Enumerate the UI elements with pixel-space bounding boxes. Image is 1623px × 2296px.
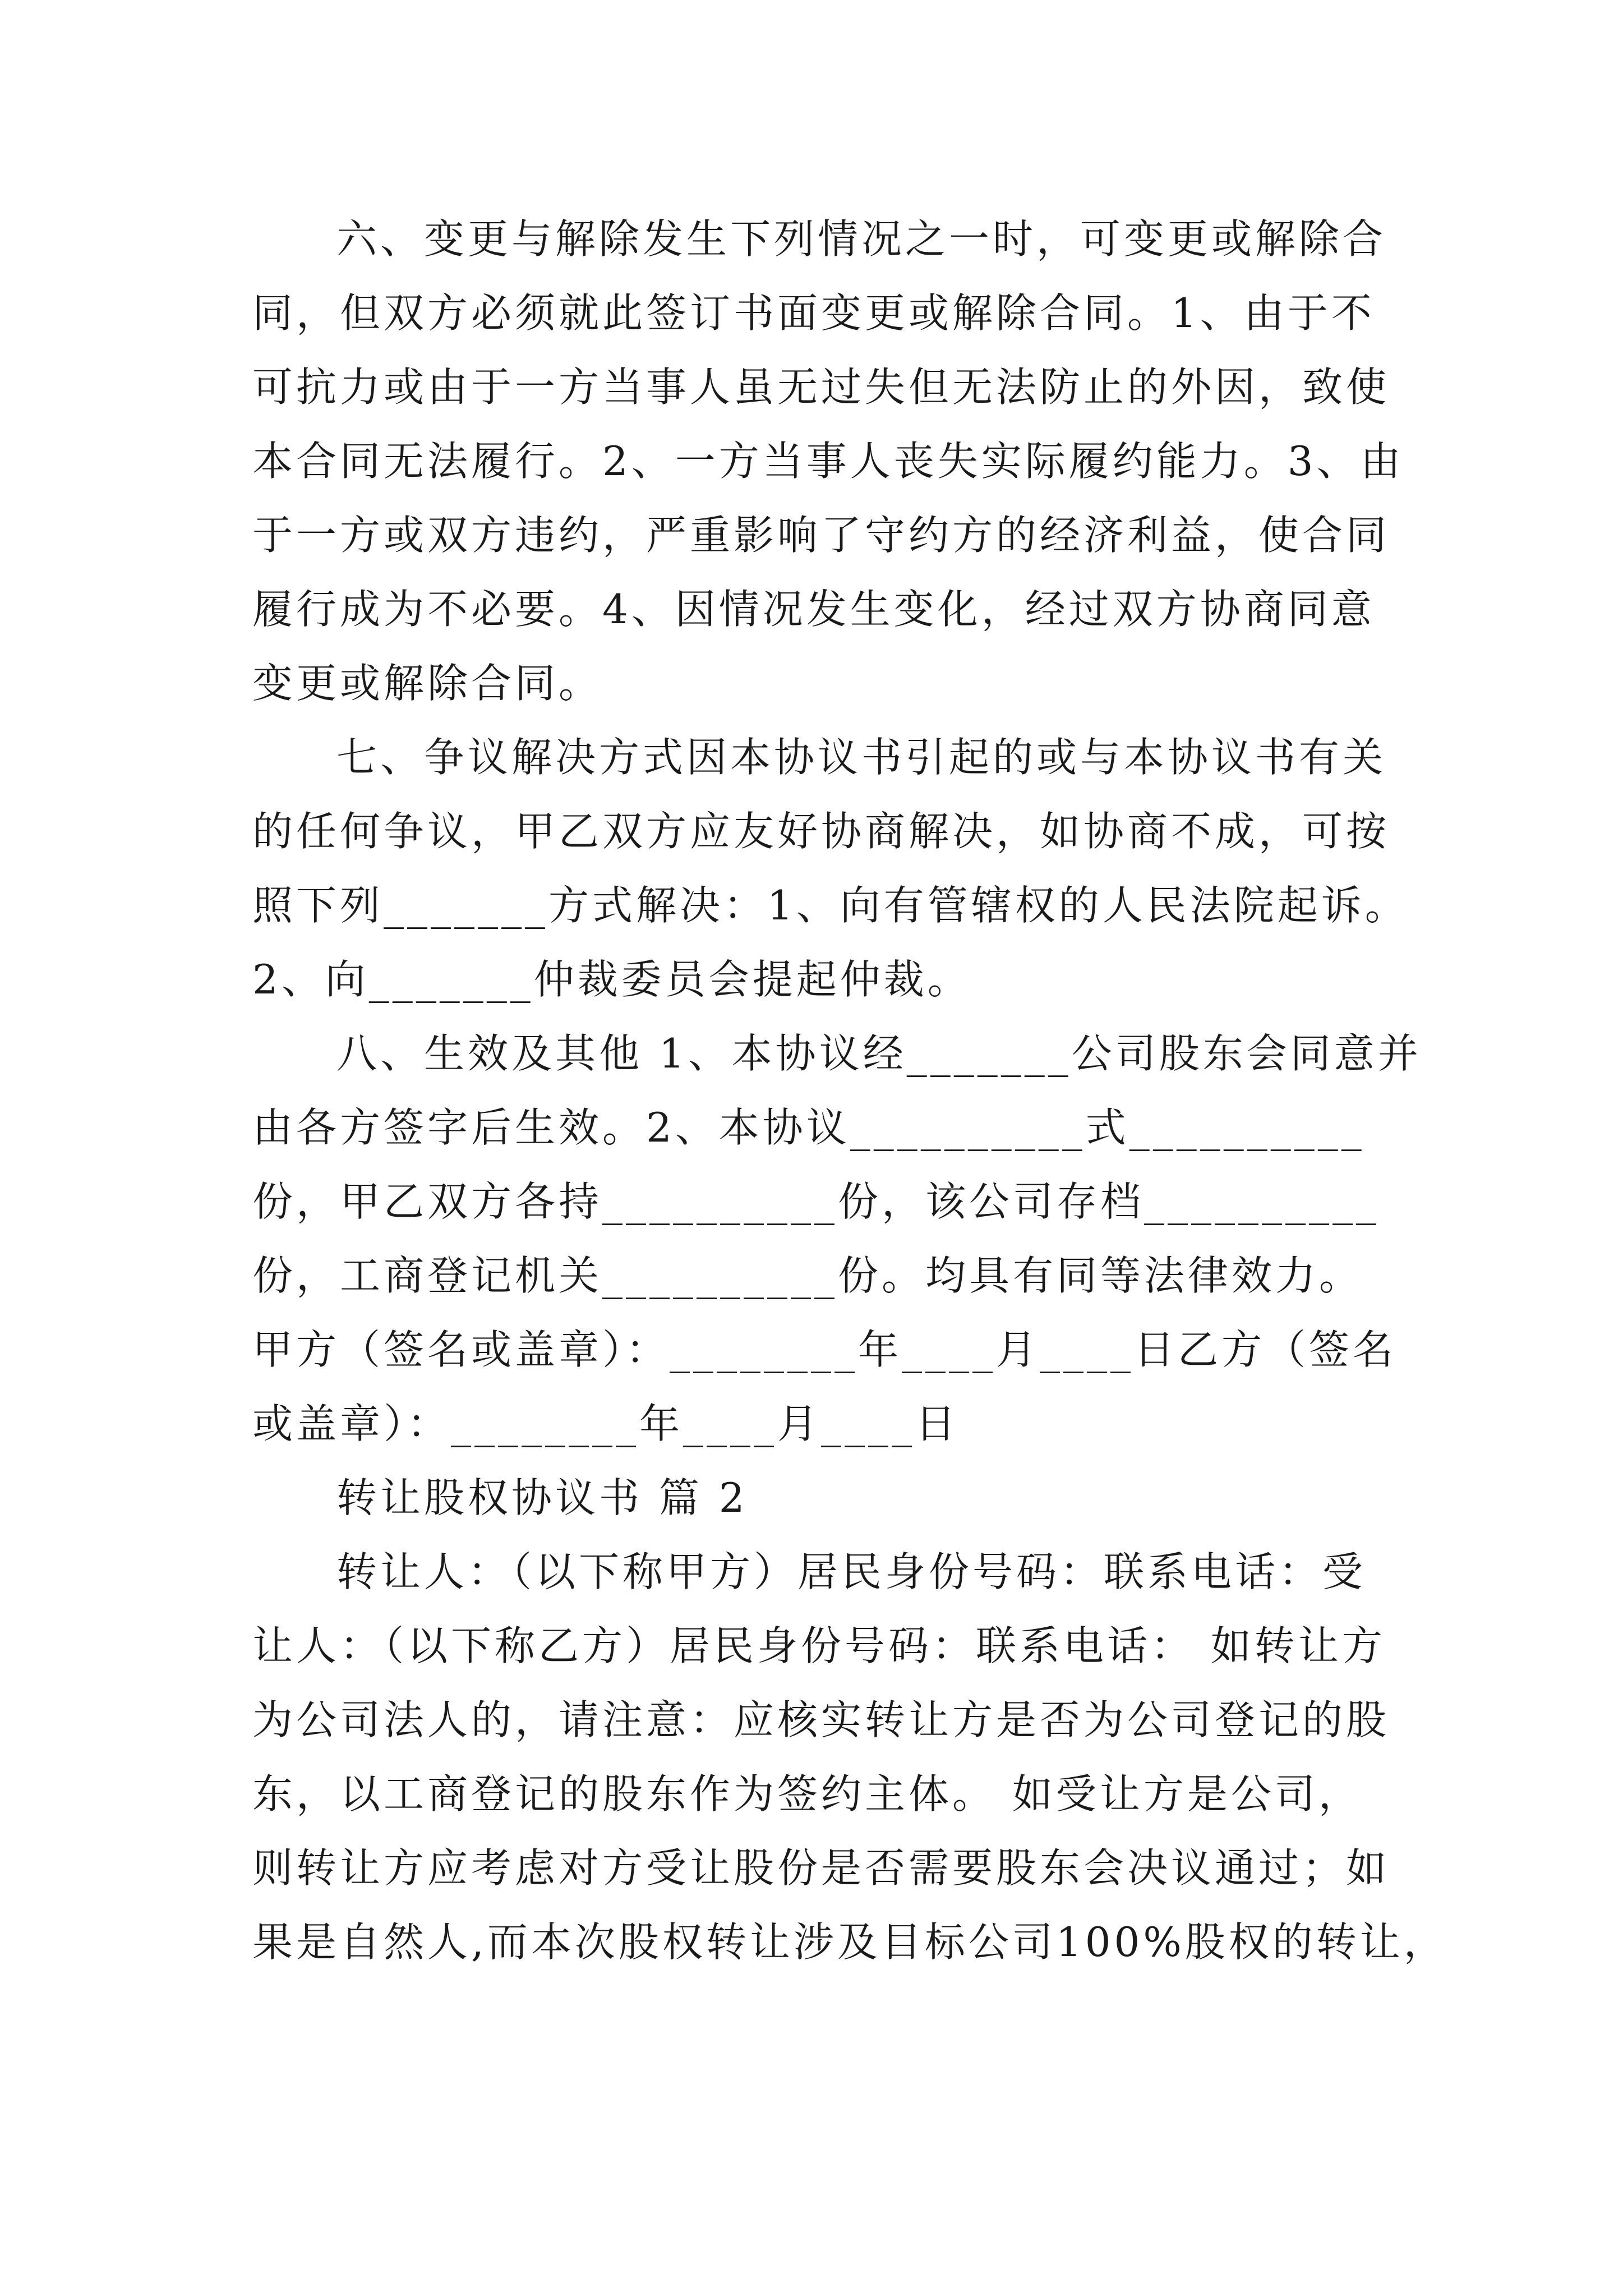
section-6-line-5: 于一方或双方违约，严重影响了守约方的经济利益，使合同 — [252, 512, 1390, 559]
parties-line-2: 让人：（以下称乙方）居民身份号码：联系电话： 如转让方 — [252, 1622, 1386, 1669]
parties-line-6: 果是自然人,而本次股权转让涉及目标公司100%股权的转让， — [252, 1918, 1447, 1966]
section-6-line-4: 本合同无法履行。2、一方当事人丧失实际履约能力。3、由 — [252, 438, 1404, 485]
section-6-line-2: 同，但双方必须就此签订书面变更或解除合同。1、由于不 — [252, 289, 1375, 337]
section-8-line-3: 份，甲乙双方各持__________份，该公司存档__________ — [252, 1178, 1380, 1225]
section-8-line-2: 由各方签字后生效。2、本协议__________式__________ — [252, 1104, 1365, 1151]
section-7-line-4: 2、向_______仲裁委员会提起仲裁。 — [252, 956, 971, 1003]
section-6-line-1: 六、变更与解除发生下列情况之一时，可变更或解除合 — [336, 215, 1387, 263]
parties-line-4: 东，以工商登记的股东作为签约主体。 如受让方是公司， — [252, 1770, 1362, 1818]
signature-line-2: 或盖章）：________年____月____日 — [252, 1400, 960, 1447]
section-6-line-7: 变更或解除合同。 — [252, 660, 603, 707]
parties-line-1: 转让人：（以下称甲方）居民身份号码：联系电话：受 — [336, 1548, 1367, 1595]
section-7-line-1: 七、争议解决方式因本协议书引起的或与本协议书有关 — [336, 734, 1387, 781]
section-6-line-6: 履行成为不必要。4、因情况发生变化，经过双方协商同意 — [252, 586, 1375, 633]
parties-line-5: 则转让方应考虑对方受让股份是否需要股东会决议通过；如 — [252, 1844, 1390, 1892]
section-6-line-3: 可抗力或由于一方当事人虽无过失但无法防止的外因，致使 — [252, 364, 1390, 411]
section-8-line-4: 份，工商登记机关__________份。均具有同等法律效力。 — [252, 1252, 1363, 1299]
section-7-line-3: 照下列_______方式解决：1、向有管辖权的人民法院起诉。 — [252, 882, 1409, 929]
section-heading: 转让股权协议书 篇 2 — [336, 1474, 748, 1521]
section-8-line-1: 八、生效及其他 1、本协议经_______公司股东会同意并 — [336, 1030, 1422, 1077]
signature-line-1: 甲方（签名或盖章）：________年____月____日乙方（签名 — [252, 1326, 1397, 1373]
section-7-line-2: 的任何争议，甲乙双方应友好协商解决，如协商不成，可按 — [252, 808, 1390, 855]
parties-line-3: 为公司法人的，请注意：应核实转让方是否为公司登记的股 — [252, 1696, 1390, 1743]
